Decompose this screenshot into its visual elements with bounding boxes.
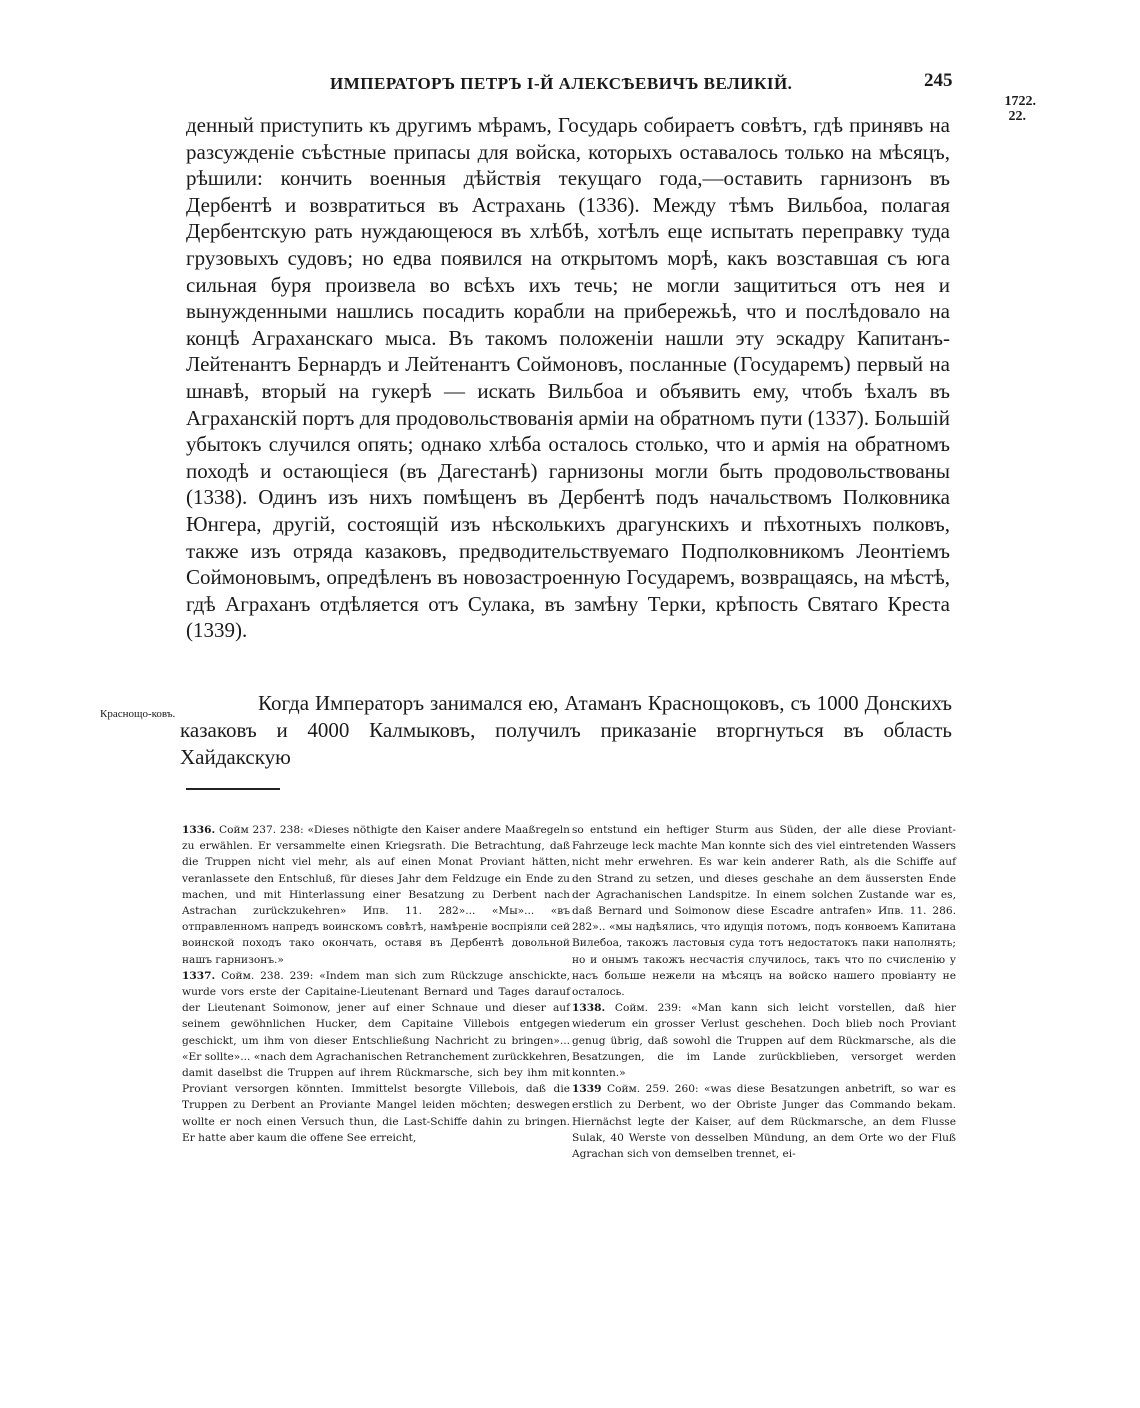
margin-year-note <box>990 94 1036 124</box>
footnote-1337 <box>182 968 570 1146</box>
footnote-text: Сойм 237. 238: «Dieses nöthigte den Kaiser andere Maaßregeln zu erwählen. Er versammelte einen Kriegsrath. Die Betrachtung, daß die Truppen nicht viel mehr, als auf einen Monat Proviant hätten, veranlassete den Entschluß, für dieses Jahr dem Feldzuge ein Ende zu machen, und mit Hinterlassung einer Besatzung zu Derbent nach Astrachan zurückzukehren» Ипв. 11. 282»... «Мы»... «въ отправленномъ напредъ воинскомъ совѣтѣ, намѣреніе воспріяли сей воинской походъ тако окончать, оставя въ Дербентѣ довольной нашъ гарнизонъ.» <box>182 824 570 966</box>
footnote-1339 <box>572 1081 956 1162</box>
footnote-text: so entstund ein heftiger Sturm aus Süden, der alle diese Proviant-Fahrzeuge leck machte Man konnte sich des viel eintretenden Wassers nicht mehr erwehren. Es war kein anderer Rath, als die Schiffe auf den Strand zu setzen, und dieses geschahe an dem äussersten Ende der Agrachanischen Landspitze. In einem solchen Zustande war es, daß Bernard und Soimonow diese Escadre antrafen» Ипв. 11. 286. 282».. «мы надѣялись, что идущія потомъ, подъ конвоемъ Капитана Вилебоа, такожъ ластовыя суда тотъ недостатокъ паки наполнять; но и онымъ такожъ несчастія случилось, такъ что по счисленію у насъ больше нежели на мѣсяцъ на войско нашего провіанту не осталось. <box>572 824 956 999</box>
margin-year-bottom: 22. <box>1008 109 1026 124</box>
footnote-number: 1336. <box>182 824 216 836</box>
footnote-number: 1339 <box>572 1083 602 1096</box>
footnote-1338 <box>572 1000 956 1081</box>
footnote-text: Сойм. 259. 260: «was diese Besatzungen anbetrift, so war es erstlich zu Derbent, wo der Obriste Junger das Commando bekam. Hiernächst legte der Kaiser, auf dem Rückmarsche, an dem Flusse Sulak, 40 Werste von desselben Mündung, an dem Orte wo der Fluß Agrachan sich von demselben trennet, ei- <box>572 1083 956 1161</box>
footnote-number: 1338. <box>572 1002 606 1015</box>
body-paragraph-1: денный приступить къ другимъ мѣрамъ, Государь собираетъ совѣтъ, гдѣ принявъ на разсужденіе съѣстные припасы для войска, которыхъ оставалось только на мѣсяцъ, рѣшили: кончить военныя дѣйствія текущаго года,—оставить гарнизонъ въ Дербентѣ и возвратиться въ Астрахань (1336). Между тѣмъ Вильбоа, полагая Дербентскую рать нуждающеюся въ хлѣбѣ, хотѣлъ еще испытать переправку туда грузовыхъ судовъ; но едва появился на открытомъ морѣ, какъ возставшая съ юга сильная буря произвела во всѣхъ ихъ течь; не могли защититься отъ нея и вынужденными нашлись посадить корабли на прибережьѣ, что и послѣдовало на концѣ Аграханскаго мыса. Въ такомъ положеніи нашли эту эскадру Капитанъ-Лейтенантъ Бернардъ и Лейтенантъ Соймоновъ, посланные (Государемъ) первый на шнавѣ, вторый на гукерѣ — искать Вильбоа и объявить ему, чтобъ ѣхалъ въ Аграханскій портъ для продовольствованія арміи на обратномъ пути (1337). Большій убытокъ случился опять; однако хлѣба осталось столько, что и армія на обратномъ походѣ и остающіеся (въ Дагестанѣ) гарнизоны могли быть продовольствованы (1338). Одинъ изъ нихъ помѣщенъ въ Дербентѣ подъ начальствомъ Полковника Юнгера, другій, состоящій изъ нѣсколькихъ драгунскихъ и пѣхотныхъ полковъ, также изъ отряда казаковъ, предводительствуемаго Подполковникомъ Леонтіемъ Соймоновымъ, опредѣленъ въ новозастроенную Государемъ, возвращаясь, на мѣстѣ, гдѣ Аграханъ отдѣляется отъ Сулака, въ замѣну Терки, крѣпость Святаго Креста (1339). <box>186 113 950 643</box>
margin-year-top: 1722. <box>1004 94 1036 109</box>
main-text-block <box>186 112 950 644</box>
footnotes-right-column <box>572 822 956 1162</box>
running-header-title: ИМПЕРАТОРЪ ПЕТРЪ I-Й АЛЕКСѢЕВИЧЪ ВЕЛИКІЙ. <box>330 74 793 93</box>
footnotes-left-column <box>182 822 570 1146</box>
page-number: 245 <box>924 70 953 91</box>
footnote-text: Сойм. 238. 239: «Indem man sich zum Rückzuge anschickte, wurde vors erste der Capitaine-Lieutenant Bernard und Tages darauf der Lieutenant Soimonow, jener auf einer Schnaue und dieser auf seinem gewöhnlichen Hucker, dem Capitaine Villebois entgegen geschickt, um ihm von dieser Entschließung Nachricht zu bringen»... «Er sollte»... «nach dem Agrachanischen Retranchement zurückkehren, damit daselbst die Truppen auf ihrem Rückmarsche, sich bey ihm mit Proviant versorgen könnten. Immittelst besorgte Villebois, daß die Truppen zu Derbent an Proviante Mangel leiden möchten; deswegen wollte er noch einen Versuch thun, die Last-Schiffe dahin zu bringen. Er hatte aber kaum die offene See erreicht, <box>182 969 571 1144</box>
footnote-separator <box>186 788 280 790</box>
margin-side-note: Краснощо-ковъ. <box>100 708 176 720</box>
body-paragraph-2: Когда Императоръ занимался ею, Атаманъ Краснощоковъ, съ 1000 Донскихъ казаковъ и 4000 Калмыковъ, получилъ приказаніе вторгнуться въ область Хайдакскую <box>180 691 952 769</box>
footnote-number: 1337. <box>182 969 216 982</box>
footnote-1337-continued <box>572 822 956 1000</box>
footnote-1336 <box>182 822 570 968</box>
footnote-text: Сойм. 239: «Man kann sich leicht vorstellen, daß hier wiederum ein grosser Verlust geschehen. Doch blieb noch Proviant genug übrig, daß sowohl die Truppen auf dem Rückmarsche, als die Besatzungen, die im Lande zurückblieben, versorget werden konnten.» <box>572 1002 956 1080</box>
